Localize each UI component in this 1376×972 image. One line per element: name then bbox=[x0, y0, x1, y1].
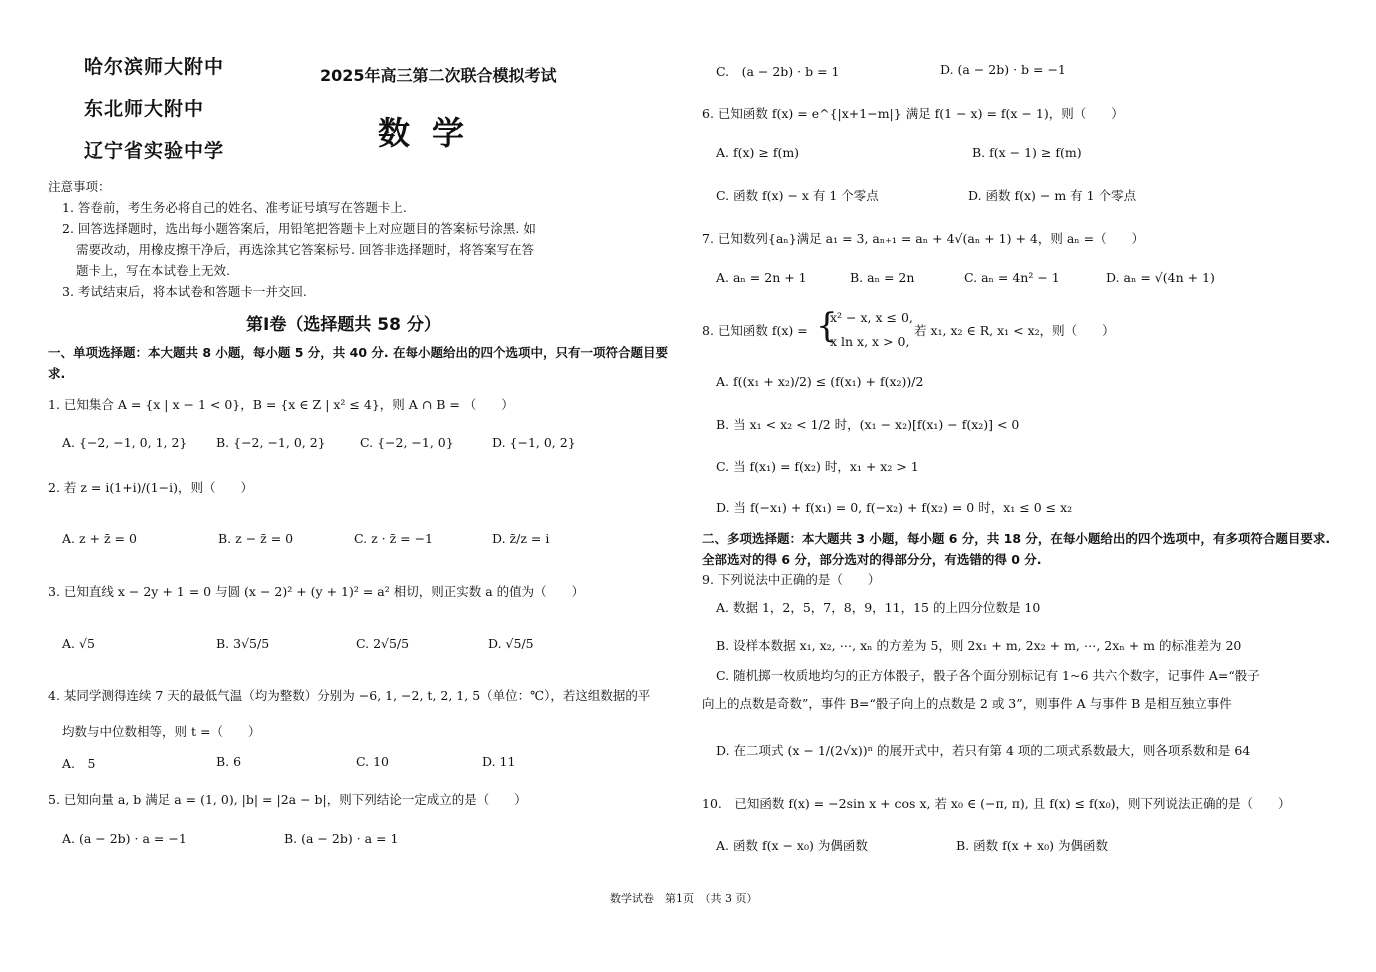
page-footer: 数学试卷 第1页 （共 3 页） bbox=[610, 892, 758, 905]
question-1-option-b: B. {−2, −1, 0, 2} bbox=[216, 435, 326, 450]
school-name-3: 辽宁省实验中学 bbox=[84, 140, 225, 162]
question-5-option-d: D. (a − 2b) · b = −1 bbox=[940, 62, 1066, 77]
question-10-option-a: A. 函数 f(x − x₀) 为偶函数 bbox=[716, 838, 868, 853]
exam-title: 2025年高三第二次联合模拟考试 bbox=[320, 66, 557, 85]
notice-line-2: 2. 回答选择题时，选出每小题答案后，用铅笔把答题卡上对应题目的答案标号涂黑. 如 bbox=[62, 221, 536, 236]
question-9-option-c-continued: 向上的点数是奇数”，事件 B=“骰子向上的点数是 2 或 3”，则事件 A 与事件 B 是相互独立事件 bbox=[702, 696, 1232, 711]
question-9-option-c: C. 随机掷一枚质地均匀的正方体骰子，骰子各个面分别标记有 1~6 共六个数字，记事件 A=“骰子 bbox=[716, 668, 1260, 683]
piecewise-brace: { bbox=[816, 306, 838, 346]
question-7-option-c: C. aₙ = 4n² − 1 bbox=[964, 270, 1060, 285]
question-8-option-d: D. 当 f(−x₁) + f(x₁) = 0, f(−x₂) + f(x₂) = 0 时，x₁ ≤ 0 ≤ x₂ bbox=[716, 500, 1073, 515]
question-4-option-c: C. 10 bbox=[356, 754, 389, 769]
question-5-stem: 5. 已知向量 a, b 满足 a = (1, 0), |b| = |2a − b|，则下列结论一定成立的是（ ） bbox=[48, 792, 527, 807]
question-6-option-b: B. f(x − 1) ≥ f(m) bbox=[972, 145, 1082, 160]
question-4-option-a: A. 5 bbox=[62, 756, 96, 771]
question-7-stem: 7. 已知数列{aₙ}满足 a₁ = 3, aₙ₊₁ = aₙ + 4√(aₙ + 1) + 4，则 aₙ =（ ） bbox=[702, 231, 1145, 246]
question-3-option-a: A. √5 bbox=[62, 636, 95, 651]
question-1-option-c: C. {−2, −1, 0} bbox=[360, 435, 454, 450]
question-4-option-d: D. 11 bbox=[482, 754, 516, 769]
question-8-option-c: C. 当 f(x₁) = f(x₂) 时，x₁ + x₂ > 1 bbox=[716, 459, 919, 474]
question-2-option-c: C. z · z̄ = −1 bbox=[354, 531, 434, 546]
question-8-option-b: B. 当 x₁ < x₂ < 1/2 时，(x₁ − x₂)[f(x₁) − f(x₂)] < 0 bbox=[716, 417, 1020, 432]
question-8-stem: 8. 已知函数 f(x) = bbox=[702, 323, 808, 338]
question-3-option-b: B. 3√5/5 bbox=[216, 636, 270, 651]
question-1-stem: 1. 已知集合 A = {x | x − 1 < 0}，B = {x ∈ Z | x² ≤ 4}，则 A ∩ B = （ ） bbox=[48, 397, 514, 412]
question-9-option-d: D. 在二项式 (x − 1/(2√x))ⁿ 的展开式中，若只有第 4 项的二项式系数最大，则各项系数和是 64 bbox=[716, 743, 1251, 758]
question-9-option-b: B. 设样本数据 x₁, x₂, ⋯, xₙ 的方差为 5，则 2x₁ + m, 2x₂ + m, ⋯, 2xₙ + m 的标准差为 20 bbox=[716, 638, 1242, 653]
school-name-1: 哈尔滨师大附中 bbox=[84, 56, 225, 78]
piecewise-case-2: x ln x, x > 0, bbox=[830, 334, 910, 349]
question-9-option-a: A. 数据 1，2，5，7，8，9，11，15 的上四分位数是 10 bbox=[716, 600, 1041, 615]
section2-heading: 二、多项选择题：本大题共 3 小题，每小题 6 分，共 18 分，在每小题给出的四个选项中，有多项符合题目要求. 全部选对的得 6 分，部分选对的得部分分，有选错的得 0 分. bbox=[702, 531, 1331, 567]
question-3-stem: 3. 已知直线 x − 2y + 1 = 0 与圆 (x − 2)² + (y + 1)² = a² 相切，则正实数 a 的值为（ ） bbox=[48, 584, 585, 599]
question-5-option-c: C. (a − 2b) · b = 1 bbox=[716, 64, 840, 79]
question-6-option-c: C. 函数 f(x) − x 有 1 个零点 bbox=[716, 188, 879, 203]
notice-line-1: 1. 答卷前，考生务必将自己的姓名、准考证号填写在答题卡上. bbox=[62, 200, 407, 215]
question-10-option-b: B. 函数 f(x + x₀) 为偶函数 bbox=[956, 838, 1108, 853]
question-4-option-b: B. 6 bbox=[216, 754, 242, 769]
question-10-stem: 10. 已知函数 f(x) = −2sin x + cos x, 若 x₀ ∈ (−π, π), 且 f(x) ≤ f(x₀)，则下列说法正确的是（ ） bbox=[702, 796, 1291, 811]
part1-title: 第Ⅰ卷（选择题共 58 分） bbox=[246, 315, 441, 335]
question-2-option-d: D. z̄/z = i bbox=[492, 531, 550, 546]
question-6-option-a: A. f(x) ≥ f(m) bbox=[716, 145, 800, 160]
notice-line-5: 3. 考试结束后，将本试卷和答题卡一并交回. bbox=[62, 284, 307, 299]
notice-line-3: 需要改动，用橡皮擦干净后，再选涂其它答案标号. 回答非选择题时，将答案写在答 bbox=[76, 242, 534, 257]
piecewise-case-1: x² − x, x ≤ 0, bbox=[830, 310, 913, 325]
question-3-option-c: C. 2√5/5 bbox=[356, 636, 410, 651]
question-7-option-b: B. aₙ = 2n bbox=[850, 270, 915, 285]
question-5-option-b: B. (a − 2b) · a = 1 bbox=[284, 831, 399, 846]
question-3-option-d: D. √5/5 bbox=[488, 636, 534, 651]
notice-title: 注意事项： bbox=[48, 179, 111, 194]
question-8-option-a: A. f((x₁ + x₂)/2) ≤ (f(x₁) + f(x₂))/2 bbox=[716, 374, 924, 389]
question-9-stem: 9. 下列说法中正确的是（ ） bbox=[702, 572, 881, 587]
subject-title: 数学 bbox=[378, 114, 487, 152]
question-1-option-d: D. {−1, 0, 2} bbox=[492, 435, 576, 450]
question-2-stem: 2. 若 z = i(1+i)/(1−i)，则（ ） bbox=[48, 480, 253, 495]
section1-heading: 一、单项选择题：本大题共 8 小题，每小题 5 分，共 40 分. 在每小题给出的四个选项中，只有一项符合题目要求. bbox=[48, 345, 669, 381]
question-4-stem-continued: 均数与中位数相等，则 t =（ ） bbox=[62, 724, 261, 739]
school-name-2: 东北师大附中 bbox=[84, 98, 205, 120]
question-1-option-a: A. {−2, −1, 0, 1, 2} bbox=[62, 435, 188, 450]
question-5-option-a: A. (a − 2b) · a = −1 bbox=[62, 831, 187, 846]
question-2-option-b: B. z − z̄ = 0 bbox=[218, 531, 294, 546]
question-2-option-a: A. z + z̄ = 0 bbox=[62, 531, 137, 546]
question-8-condition: 若 x₁, x₂ ∈ R, x₁ < x₂，则（ ） bbox=[914, 323, 1115, 338]
question-7-option-a: A. aₙ = 2n + 1 bbox=[716, 270, 807, 285]
question-7-option-d: D. aₙ = √(4n + 1) bbox=[1106, 270, 1215, 285]
question-6-option-d: D. 函数 f(x) − m 有 1 个零点 bbox=[968, 188, 1137, 203]
question-4-stem: 4. 某同学测得连续 7 天的最低气温（均为整数）分别为 −6, 1, −2, t, 2, 1, 5（单位：℃），若这组数据的平 bbox=[48, 688, 651, 703]
question-6-stem: 6. 已知函数 f(x) = e^{|x+1−m|} 满足 f(1 − x) = f(x − 1)，则（ ） bbox=[702, 106, 1124, 121]
notice-line-4: 题卡上，写在本试卷上无效. bbox=[76, 263, 230, 278]
